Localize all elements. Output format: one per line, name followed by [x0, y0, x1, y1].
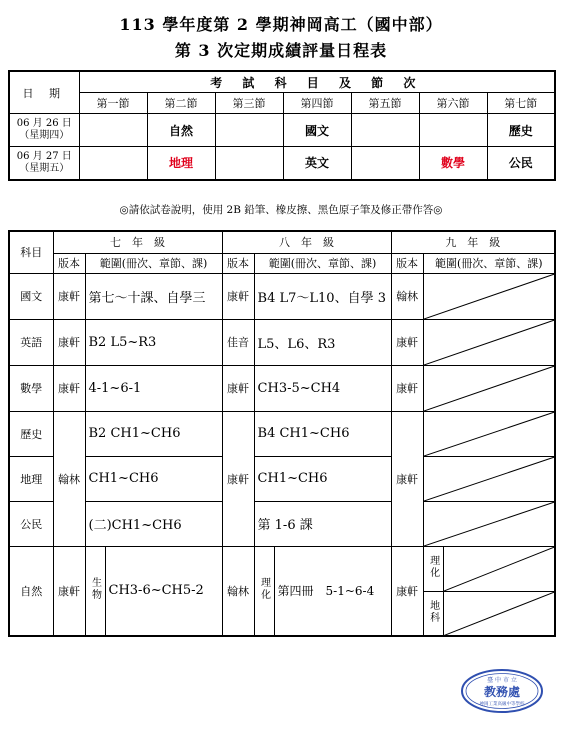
version-cell: 康軒	[53, 546, 85, 636]
subject-label: 地理	[9, 456, 53, 501]
version-cell: 康軒	[53, 365, 85, 411]
exam-range-table	[8, 230, 556, 637]
version-header: 版本	[391, 253, 423, 273]
schedule-cell: 英文	[283, 147, 351, 180]
seal-center-text: 教務處	[483, 685, 521, 699]
range-cell: B4 L7～L10、自學 3	[254, 273, 391, 319]
version-cell: 翰林	[222, 546, 254, 636]
subject-header: 科目	[9, 231, 53, 273]
version-cell: 康軒	[391, 411, 423, 546]
range-cell: 第 1-6 課	[254, 501, 391, 546]
grade-header: 八 年 級	[222, 231, 391, 253]
range-cell: (二)CH1~CH6	[85, 501, 222, 546]
seal-top-text: 臺 中 市 立	[487, 677, 517, 684]
schedule-cell: 公民	[487, 147, 555, 180]
empty-range-cell	[423, 501, 555, 546]
range-cell: 第四冊 5-1~6-4	[274, 546, 391, 636]
date-header: 日 期	[9, 71, 79, 114]
empty-range-cell	[423, 411, 555, 456]
schedule-cell	[79, 147, 147, 180]
subject-label: 數學	[9, 365, 53, 411]
version-cell: 康軒	[391, 546, 423, 636]
range-cell: CH3-6~CH5-2	[105, 546, 222, 636]
schedule-row	[9, 114, 555, 147]
empty-range-cell	[423, 456, 555, 501]
sub-subject-label	[85, 546, 105, 636]
grade-header: 七 年 級	[53, 231, 222, 253]
version-header: 版本	[222, 253, 254, 273]
sub-subject-label	[423, 591, 443, 636]
subject-label: 自然	[9, 546, 53, 636]
period-header: 第六節	[419, 93, 487, 114]
version-cell: 康軒	[222, 365, 254, 411]
range-cell: B4 CH1~CH6	[254, 411, 391, 456]
sub-subject-text: 理化	[258, 577, 270, 602]
subject-label: 歷史	[9, 411, 53, 456]
period-header: 第五節	[351, 93, 419, 114]
document-subtitle: 第 3 次定期成績評量日程表	[174, 41, 388, 60]
version-cell: 翰林	[53, 411, 85, 546]
subject-label: 英語	[9, 319, 53, 365]
range-cell: 4-1~6-1	[85, 365, 222, 411]
range-cell: B2 CH1~CH6	[85, 411, 222, 456]
range-cell: CH1~CH6	[85, 456, 222, 501]
empty-range-cell	[423, 319, 555, 365]
period-header: 第四節	[283, 93, 351, 114]
version-cell: 康軒	[391, 319, 423, 365]
range-cell: CH3-5~CH4	[254, 365, 391, 411]
sub-subject-label	[423, 546, 443, 591]
range-header: 範圍(冊次、章節、課)	[254, 253, 391, 273]
range-cell: L5、L6、R3	[254, 319, 391, 365]
subject-label: 國文	[9, 273, 53, 319]
schedule-cell: 國文	[283, 114, 351, 147]
sub-subject-text: 理化	[427, 555, 439, 579]
range-cell: 第七～十課、自學三	[85, 273, 222, 319]
schedule-row	[9, 147, 555, 180]
sub-subject-text: 地科	[427, 599, 439, 624]
schedule-cell	[215, 114, 283, 147]
exam-schedule-table	[8, 70, 556, 181]
subject-period-header: 考 試 科 目 及 節 次	[79, 71, 555, 93]
schedule-cell: 數學	[419, 147, 487, 180]
range-header: 範圍(冊次、章節、課)	[85, 253, 222, 273]
version-cell: 康軒	[222, 273, 254, 319]
weekday-text: （星期五）	[19, 162, 70, 174]
version-header: 版本	[53, 253, 85, 273]
schedule-cell	[215, 147, 283, 180]
range-cell: B2 L5~R3	[85, 319, 222, 365]
schedule-cell: 地理	[147, 147, 215, 180]
schedule-cell: 自然	[147, 114, 215, 147]
schedule-cell	[351, 114, 419, 147]
empty-range-cell	[443, 591, 555, 636]
period-header: 第二節	[147, 93, 215, 114]
version-cell: 佳音	[222, 319, 254, 365]
date-text: 06 月 26 日	[16, 118, 72, 129]
date-cell	[9, 114, 79, 147]
period-header: 第一節	[79, 93, 147, 114]
version-cell: 翰林	[391, 273, 423, 319]
date-text: 06 月 27 日	[16, 150, 72, 162]
empty-range-cell	[443, 546, 555, 591]
schedule-cell	[351, 147, 419, 180]
subject-label: 公民	[9, 501, 53, 546]
version-cell: 康軒	[222, 411, 254, 546]
exam-instruction-note: ◎請依試卷說明，使用 2B 鉛筆、橡皮擦、黑色原子筆及修正帶作答◎	[119, 204, 443, 216]
weekday-text: （星期四）	[19, 130, 70, 141]
empty-range-cell	[423, 273, 555, 319]
academic-affairs-seal	[460, 668, 544, 714]
sub-subject-text: 生物	[89, 577, 101, 602]
schedule-cell: 歷史	[487, 114, 555, 147]
period-header: 第三節	[215, 93, 283, 114]
seal-bottom-text: 神岡工業高級中等學校	[479, 702, 525, 707]
grade-header: 九 年 級	[391, 231, 555, 253]
empty-range-cell	[423, 365, 555, 411]
range-cell: CH1~CH6	[254, 456, 391, 501]
version-cell: 康軒	[391, 365, 423, 411]
version-cell: 康軒	[53, 319, 85, 365]
document-title: 113 學年度第 2 學期神岡高工（國中部）	[119, 15, 443, 34]
range-header: 範圍(冊次、章節、課)	[423, 253, 555, 273]
sub-subject-label	[254, 546, 274, 636]
version-cell: 康軒	[53, 273, 85, 319]
date-cell	[9, 147, 79, 180]
period-header: 第七節	[487, 93, 555, 114]
schedule-cell	[419, 114, 487, 147]
schedule-cell	[79, 114, 147, 147]
